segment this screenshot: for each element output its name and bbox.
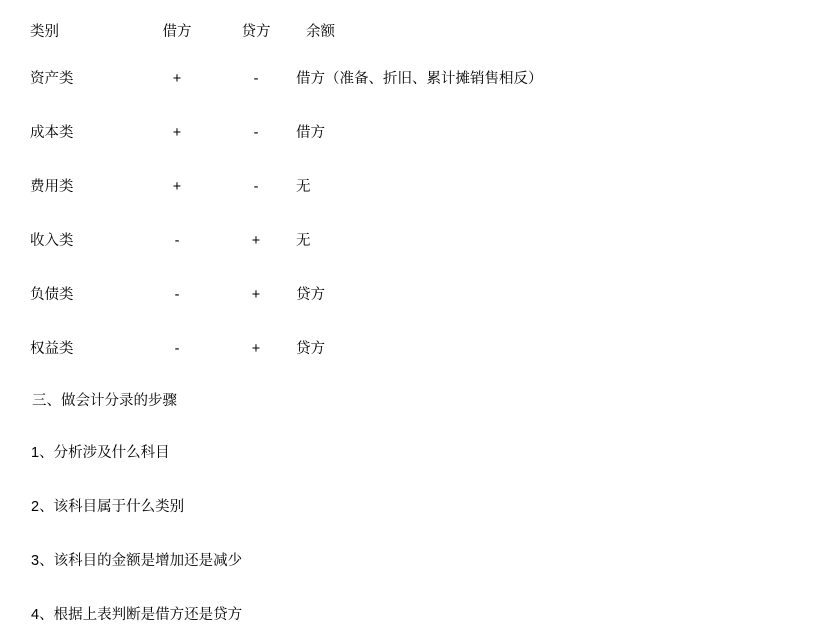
step-item-2: 2、该科目属于什么类别: [31, 498, 185, 515]
table-row: [30, 52, 792, 106]
account-category-table: [30, 12, 792, 376]
header-balance: 余额: [306, 23, 335, 40]
cell-category: 负债类: [30, 286, 74, 303]
header-credit: 贷方: [241, 23, 271, 40]
section-title: 三、做会计分录的步骤: [32, 392, 177, 409]
cell-category: 资产类: [30, 70, 74, 87]
cell-category: 收入类: [30, 232, 74, 249]
header-debit: 借方: [162, 23, 192, 40]
cell-credit: -: [253, 178, 259, 195]
cell-debit: +: [172, 124, 182, 141]
table-row: [30, 268, 792, 322]
table-row: [30, 106, 792, 160]
cell-balance: 借方（准备、折旧、累计摊销售相反）: [296, 70, 543, 87]
cell-debit: +: [172, 178, 182, 195]
table-row: [30, 160, 792, 214]
cell-balance: 贷方: [296, 340, 325, 357]
cell-balance: 无: [296, 232, 311, 249]
cell-credit: +: [251, 340, 261, 357]
table-header-row: [30, 12, 792, 52]
table-row: [30, 322, 792, 376]
step-row: [30, 534, 792, 588]
section-title-row: [30, 376, 792, 426]
cell-debit: -: [174, 286, 180, 303]
step-row: [30, 426, 792, 480]
cell-credit: +: [251, 286, 261, 303]
header-category: 类别: [30, 23, 59, 40]
step-item-4: 4、根据上表判断是借方还是贷方: [31, 606, 243, 623]
cell-debit: +: [172, 70, 182, 87]
cell-credit: -: [253, 124, 259, 141]
cell-balance: 无: [296, 178, 311, 195]
cell-balance: 借方: [296, 124, 325, 141]
cell-debit: -: [174, 340, 180, 357]
cell-debit: -: [174, 232, 180, 249]
step-item-1: 1、分析涉及什么科目: [31, 444, 170, 461]
step-item-3: 3、该科目的金额是增加还是减少: [31, 552, 243, 569]
cell-category: 费用类: [30, 178, 74, 195]
cell-category: 权益类: [30, 340, 74, 357]
cell-credit: -: [253, 70, 259, 87]
table-row: [30, 214, 792, 268]
step-row: [30, 480, 792, 534]
cell-credit: +: [251, 232, 261, 249]
cell-category: 成本类: [30, 124, 74, 141]
cell-balance: 贷方: [296, 286, 325, 303]
